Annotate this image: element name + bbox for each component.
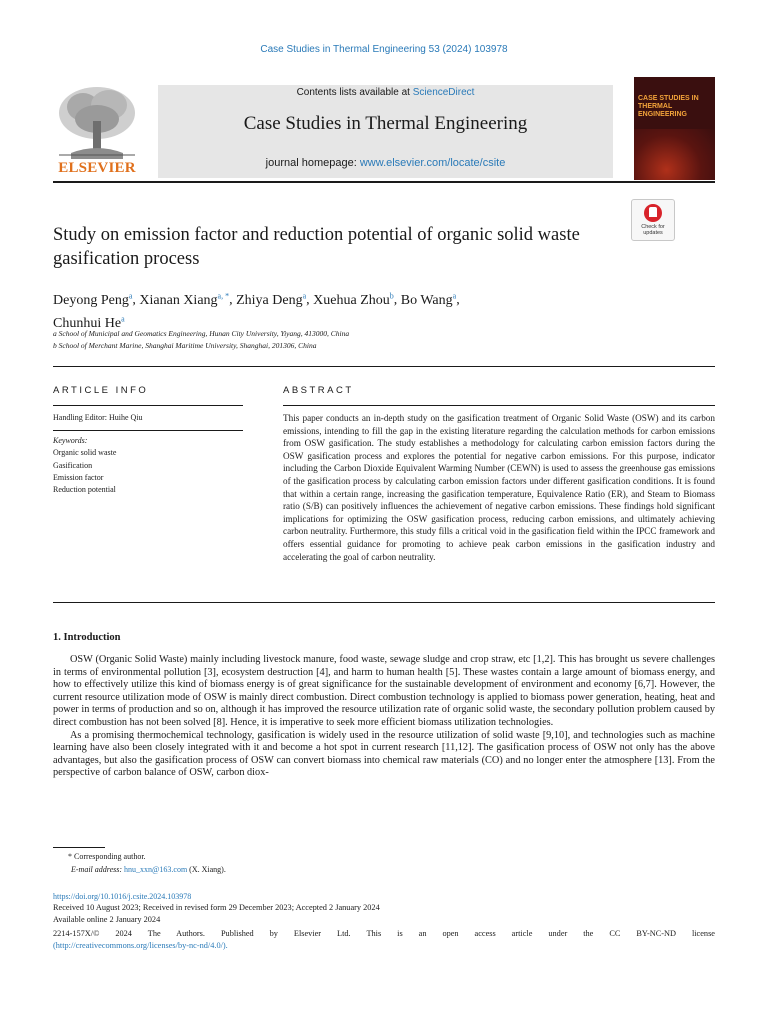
abstract-end-rule bbox=[53, 602, 715, 603]
author-4[interactable] bbox=[313, 293, 394, 308]
author-5[interactable] bbox=[401, 293, 456, 308]
license-link[interactable]: (http://creativecommons.org/licenses/by-nc-nd/4.0/). bbox=[53, 941, 228, 950]
sciencedirect-link[interactable]: ScienceDirect bbox=[412, 87, 475, 98]
article-info-heading: ARTICLE INFO bbox=[53, 385, 149, 396]
elsevier-logo bbox=[53, 83, 141, 178]
check-for-updates-button[interactable] bbox=[631, 199, 675, 241]
author-1[interactable] bbox=[53, 293, 132, 308]
article-title: Study on emission factor and reduction potential of organic solid waste gasification process bbox=[53, 225, 580, 269]
keyword-item: Reduction potential bbox=[53, 485, 116, 495]
section-rule bbox=[53, 366, 715, 367]
check-updates-label: Check for updates bbox=[641, 224, 665, 236]
keyword-item: Emission factor bbox=[53, 472, 104, 482]
journal-banner bbox=[158, 85, 613, 178]
author-affil-marker[interactable]: a, * bbox=[217, 291, 230, 300]
footnote-rule bbox=[53, 847, 105, 848]
email-note bbox=[71, 865, 733, 874]
author-separator: , bbox=[229, 292, 237, 308]
author-affil-marker[interactable]: a bbox=[121, 314, 125, 324]
keywords-rule bbox=[53, 430, 243, 431]
journal-title[interactable]: Case Studies in Thermal Engineering bbox=[243, 113, 528, 134]
abstract-text: This paper conducts an in-depth study on the gasification treatment of Organic Solid Waste (OSW) and its carbon emissions, intending to fill the gap in the existing literature regarding the calculation methods for carbon emissions from OSW gasification. The study establishes a methodology for calculating carbon emission factors during the OSW gasification process and explores the potential for negative carbon emissions. For this purpose, indicator including the Carbon Dioxide Equivalent Warming Number (CEWN) is used to assess the greenhouse gas emissions of the gasification process by calculating carbon emission factors under different gasification conditions. It is found that within a certain range, increasing the gasification temperature, Equivalence Ratio (ER), and Steam to Biomass ratio (S/B) can positively influences the achievement of negative carbon emissions. These findings hold significant implications for optimizing the OSW gasification process, reducing carbon emissions, and ultimately achieving carbon neutrality. Furthermore, this study fills a critical void in the gasification field within the IPCC framework and offers essential guidance for promoting to achieve peak carbon emissions in the gasification industry and accelerating the goal of carbon neutrality. bbox=[283, 413, 715, 562]
author-name: Bo Wang bbox=[400, 292, 453, 308]
author-affil-marker[interactable]: a bbox=[128, 291, 133, 300]
available-line: Available online 2 January 2024 bbox=[53, 915, 161, 924]
contents-line bbox=[158, 87, 613, 98]
abstract-rule bbox=[283, 405, 715, 406]
homepage-line bbox=[158, 157, 613, 169]
license-line: 2214-157X/© 2024 The Authors. Published by Elsevier Ltd. This is an open access article under the CC BY-NC-ND license bbox=[53, 929, 715, 938]
doi-link[interactable]: https://doi.org/10.1016/j.csite.2024.103978 bbox=[53, 892, 192, 901]
email-link[interactable]: hnu_xxn@163.com bbox=[124, 865, 188, 874]
author-2[interactable] bbox=[139, 293, 229, 308]
article-info-rule bbox=[53, 405, 243, 406]
introduction-heading: 1. Introduction bbox=[53, 632, 121, 643]
homepage-prefix: journal homepage: bbox=[265, 157, 360, 169]
author-affil-marker[interactable]: a bbox=[302, 291, 307, 300]
email-suffix: (X. Xiang). bbox=[187, 865, 226, 874]
author-separator: , bbox=[306, 292, 314, 308]
author-name: Xuehua Zhou bbox=[313, 292, 390, 308]
author-separator: , bbox=[456, 292, 460, 308]
keywords-label: Keywords: bbox=[53, 436, 88, 445]
handling-editor: Handling Editor: Huihe Qiu bbox=[53, 413, 143, 422]
journal-cover[interactable] bbox=[634, 77, 715, 180]
tree-logo-icon bbox=[53, 83, 141, 159]
intro-paragraph: As a promising thermochemical technology, gasification is widely used in the resource utilization of solid waste [9,10], and technologies such as machine learning have also been closely integrated with it and become a hot spot in current research [11,12]. The gasification process of OSW not only has the above advantages, but also the gasification process of OSW can convert biomass into chemical raw materials (CO) and no longer enter the atmosphere [13]. From the perspective of carbon balance of OSW, carbon diox- bbox=[53, 729, 715, 779]
homepage-link[interactable]: www.elsevier.com/locate/csite bbox=[359, 157, 506, 169]
received-line: Received 10 August 2023; Received in revised form 29 December 2023; Accepted 2 January 2024 bbox=[53, 903, 380, 912]
email-label: E-mail address: bbox=[71, 865, 125, 874]
keyword-item: Organic solid waste bbox=[53, 448, 117, 458]
author-affil-marker[interactable]: a bbox=[452, 291, 457, 300]
author-3[interactable] bbox=[236, 293, 306, 308]
keyword-item: Gasification bbox=[53, 460, 93, 470]
cover-title: CASE STUDIES IN THERMAL ENGINEERING bbox=[638, 95, 699, 118]
author-separator: , bbox=[393, 292, 401, 308]
corresponding-note: * Corresponding author. bbox=[68, 852, 146, 861]
publisher-wordmark: ELSEVIER bbox=[58, 160, 136, 176]
doi-line bbox=[53, 892, 715, 901]
cover-artwork bbox=[634, 129, 715, 180]
bookmark-icon bbox=[644, 204, 662, 222]
header-rule bbox=[53, 181, 715, 183]
keywords-block bbox=[53, 435, 116, 496]
journal-reference[interactable]: Case Studies in Thermal Engineering 53 (2024) 103978 bbox=[260, 44, 508, 55]
author-affil-marker[interactable]: b bbox=[389, 291, 394, 300]
author-name: Deyong Peng bbox=[53, 292, 129, 308]
contents-prefix: Contents lists available at bbox=[296, 87, 413, 98]
affiliation-a: a School of Municipal and Geomatics Engineering, Hunan City University, Yiyang, 413000, China bbox=[53, 329, 350, 338]
license-url-line bbox=[53, 941, 715, 950]
affiliation-b: b School of Merchant Marine, Shanghai Maritime University, Shanghai, 201306, China bbox=[53, 341, 317, 350]
author-list bbox=[53, 286, 613, 333]
intro-paragraph: OSW (Organic Solid Waste) mainly including livestock manure, food waste, sewage sludge and crop straw, etc [1,2]. This has brought us severe challenges in terms of environmental pollution [3], ecosystem destruction [4], and harm to human health [5]. These wastes contain a large amount of biomass energy, and how to effectively utilize this kind of biomass energy is of great significance for the sustainable development of environment and economy [6,7]. However, the current resource utilization mode of OSW is mainly direct combustion. Direct combustion technology is applied to biomass power generation, heating, heat and power in terms of production and so on, although it has improved the resource utilization rate of organic solid waste, the secondary pollution problem caused by direct combustion has not been solved [8]. Hence, it is imperative to seek more efficient biomass utilization technologies. bbox=[53, 654, 715, 728]
introduction-body bbox=[53, 654, 715, 780]
abstract-heading: ABSTRACT bbox=[283, 385, 354, 396]
author-separator: , bbox=[132, 292, 140, 308]
author-name: Xianan Xiang bbox=[139, 292, 218, 308]
author-name: Zhiya Deng bbox=[236, 292, 303, 308]
author-name: Chunhui He bbox=[53, 316, 122, 332]
